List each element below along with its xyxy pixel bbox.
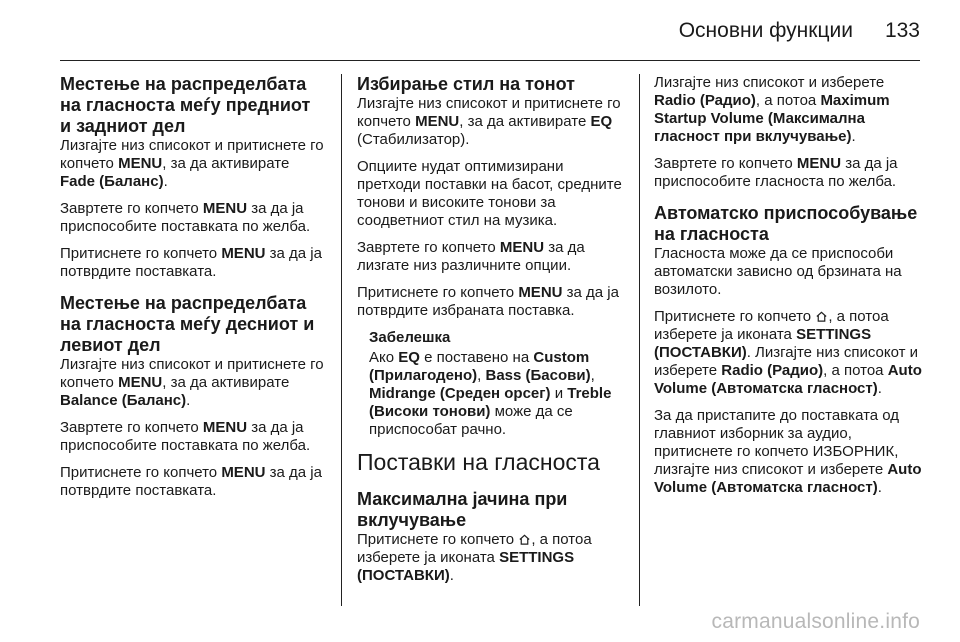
paragraph: Завртете го копчето MENU за да ја приспособите гласноста по желба. — [654, 155, 898, 190]
note-text: Ако EQ е поставено на Custom (Прилагодено), Bass (Басови), Midrange (Среден орсег) и Treble (Високи тонови) може да се приспособат рачно. — [369, 349, 612, 438]
paragraph: За да пристапите до поставката од главниот изборник за аудио, притиснете го копчето ИЗБОРНИК, лизгајте низ списокот и изберете Auto Volume (Автоматска гласност). — [654, 407, 922, 496]
paragraph: Притиснете го копчето MENU за да ја потврдите избраната поставка. — [357, 284, 619, 319]
column-2 — [357, 74, 627, 594]
paragraph: Гласноста може да се приспособи автоматски зависно од брзината на возилото. — [654, 245, 902, 298]
column-divider-2 — [639, 74, 640, 606]
paragraph: Притиснете го копчето , а потоа изберете ја иконата SETTINGS (ПОСТАВКИ). Лизгајте низ списокот и изберете Radio (Радио), а потоа Auto Volume (Автоматска гласност). — [654, 308, 922, 397]
page-number: 133 — [884, 19, 920, 42]
paragraph: Лизгајте низ списокот и притиснете го копчето MENU, за да активирате Balance (Баланс). — [60, 356, 324, 409]
section-heading-auto-volume: Автоматско приспособување на гласноста — [654, 203, 918, 244]
note-title: Забелешка — [369, 329, 451, 346]
chapter-heading-volume-settings: Поставки на гласноста — [357, 449, 600, 475]
paragraph: Притиснете го копчето , а потоа изберете ја иконата SETTINGS (ПОСТАВКИ). — [357, 531, 592, 584]
section-heading-tone-style: Избирање стил на тонот — [357, 74, 575, 94]
paragraph: Завртете го копчето MENU за да лизгате низ различните опции. — [357, 239, 585, 274]
paragraph: Лизгајте низ списокот и притиснете го копчето MENU, за да активирате EQ (Стабилизатор). — [357, 95, 621, 148]
column-divider-1 — [341, 74, 342, 606]
paragraph: Завртете го копчето MENU за да ја приспособите поставката по желба. — [60, 419, 311, 454]
section-heading-fade: Местење на распределбата на гласноста меѓу предниот и задниот дел — [60, 74, 311, 136]
paragraph: Опциите нудат оптимизирани претходи поставки на басот, средните тонови и високите тонови за соодветниот стил на музика. — [357, 158, 622, 229]
watermark: carmanualsonline.info — [711, 610, 920, 633]
section-heading-balance: Местење на распределбата на гласноста меѓу десниот и левиот дел — [60, 293, 315, 355]
header-rule — [60, 60, 920, 61]
column-3 — [654, 74, 926, 506]
paragraph: Притиснете го копчето MENU за да ја потврдите поставката. — [60, 464, 322, 499]
home-icon — [815, 310, 828, 323]
paragraph: Притиснете го копчето MENU за да ја потврдите поставката. — [60, 245, 322, 280]
paragraph: Завртете го копчето MENU за да ја приспособите поставката по желба. — [60, 200, 311, 235]
paragraph: Лизгајте низ списокот и изберете Radio (Радио), а потоа Maximum Startup Volume (Максимална гласност при вклучување). — [654, 74, 890, 145]
home-icon — [518, 533, 531, 546]
note-box — [369, 329, 627, 439]
column-1 — [60, 74, 326, 509]
page-header — [679, 19, 920, 43]
section-heading-max-startup: Максимална јачина при вклучување — [357, 489, 568, 530]
header-title: Основни функции — [678, 19, 853, 42]
paragraph: Лизгајте низ списокот и притиснете го копчето MENU, за да активирате Fade (Баланс). — [60, 137, 324, 190]
